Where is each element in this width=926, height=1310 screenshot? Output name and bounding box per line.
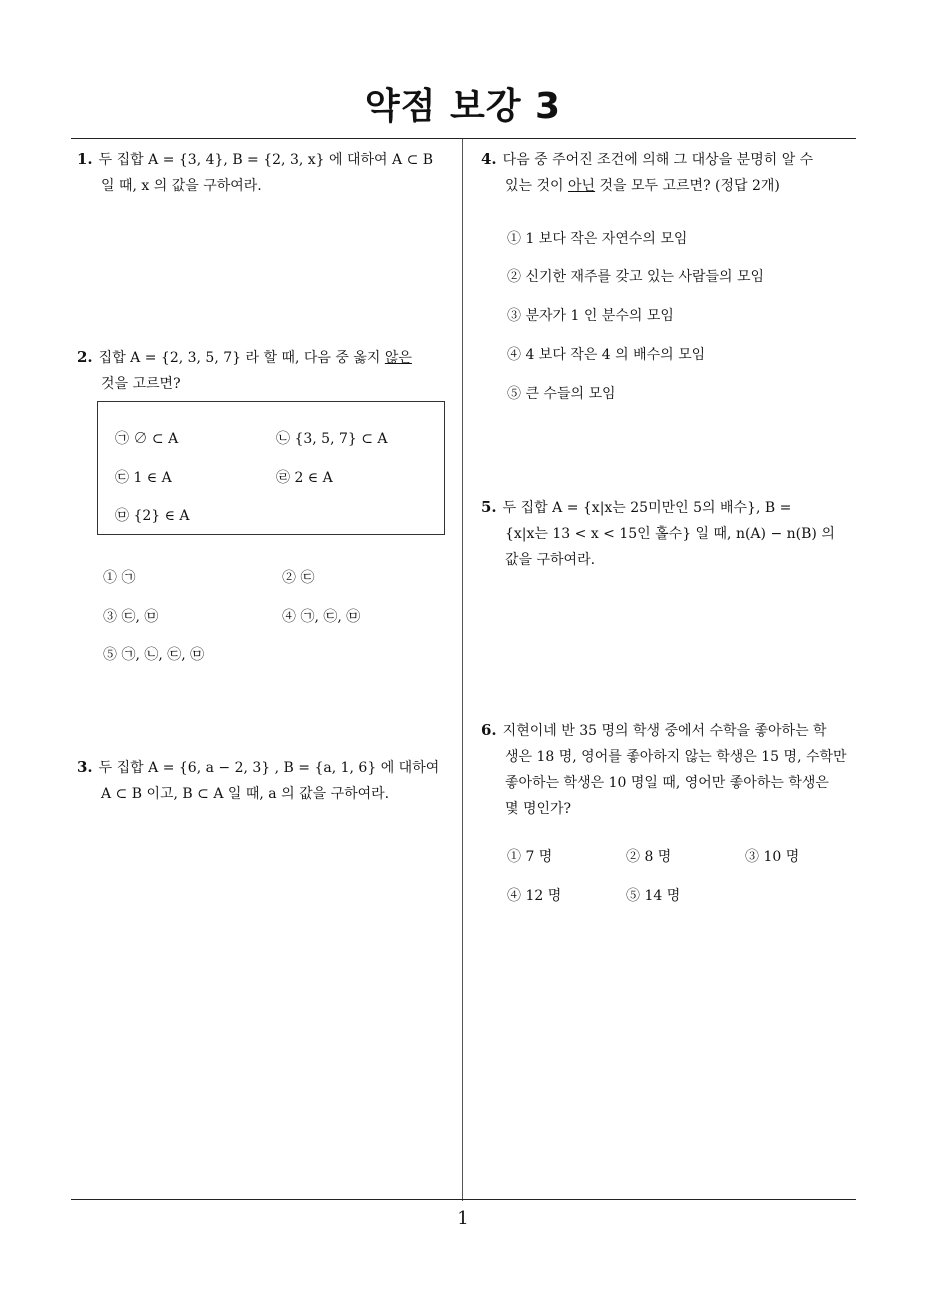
question-text: 좋아하는 학생은 10 명일 때, 영어만 좋아하는 학생은 xyxy=(505,775,829,791)
question-text: 생은 18 명, 영어를 좋아하지 않는 학생은 15 명, 수학만 xyxy=(505,749,847,765)
footer-rule xyxy=(71,1199,856,1200)
choice-item[interactable]: ② 8 명 xyxy=(626,849,672,865)
choice-item[interactable]: ⑤ 큰 수들의 모임 xyxy=(507,386,616,402)
choice-item[interactable]: ③ 10 명 xyxy=(745,849,800,865)
statement-item: ㉡ {3, 5, 7} ⊂ A xyxy=(276,431,388,447)
question-text: 다음 중 주어진 조건에 의해 그 대상을 분명히 알 수 xyxy=(502,152,814,168)
statement-item: ㉢ 1 ∈ A xyxy=(115,470,172,486)
question-text: 지현이네 반 35 명의 학생 중에서 수학을 좋아하는 학 xyxy=(502,723,827,739)
choice-item[interactable]: ⑤ 14 명 xyxy=(626,888,681,904)
question-3 xyxy=(77,754,439,807)
question-1 xyxy=(77,146,433,199)
question-5 xyxy=(481,494,835,573)
question-text: 일 때, x 의 값을 구하여라. xyxy=(101,178,262,194)
question-4 xyxy=(481,146,813,199)
statement-item: ㉤ {2} ∈ A xyxy=(115,508,190,524)
question-text: 집합 A = {2, 3, 5, 7} 라 할 때, 다음 중 옳지 xyxy=(98,350,385,366)
question-2 xyxy=(77,344,412,397)
choice-item[interactable]: ④ ㉠, ㉢, ㉤ xyxy=(282,609,361,625)
question-number: 2. xyxy=(77,348,93,366)
question-text: A ⊂ B 이고, B ⊂ A 일 때, a 의 값을 구하여라. xyxy=(101,786,390,802)
choice-item[interactable]: ④ 12 명 xyxy=(507,888,562,904)
question-text: 있는 것이 xyxy=(505,178,568,194)
choice-item[interactable]: ① ㉠ xyxy=(103,570,136,586)
page-number: 1 xyxy=(457,1208,469,1229)
question-text: 값을 구하여라. xyxy=(505,552,596,568)
underlined-word: 않은 xyxy=(384,350,412,366)
choice-item[interactable]: ① 7 명 xyxy=(507,849,553,865)
question-text: 것을 모두 고르면? (정답 2개) xyxy=(595,178,780,194)
page-title: 약점 보강 3 xyxy=(364,86,562,127)
question-6 xyxy=(481,717,847,822)
statement-item: ㉠ ∅ ⊂ A xyxy=(115,431,179,447)
question-text: 몇 명인가? xyxy=(505,801,572,817)
question-number: 6. xyxy=(481,721,497,739)
choice-item[interactable]: ⑤ ㉠, ㉡, ㉢, ㉤ xyxy=(103,647,205,663)
question-number: 4. xyxy=(481,150,497,168)
underlined-word: 아닌 xyxy=(568,178,596,194)
question-text: 두 집합 A = {x|x는 25미만인 5의 배수}, B = xyxy=(502,500,792,516)
header-rule xyxy=(71,138,856,139)
choice-item[interactable]: ② 신기한 재주를 갖고 있는 사람들의 모임 xyxy=(507,269,765,285)
choice-item[interactable]: ③ ㉢, ㉤ xyxy=(103,609,159,625)
column-divider xyxy=(462,139,463,1201)
question-text: 두 집합 A = {3, 4}, B = {2, 3, x} 에 대하여 A ⊂ B xyxy=(98,152,434,168)
choice-item[interactable]: ④ 4 보다 작은 4 의 배수의 모임 xyxy=(507,347,706,363)
question-text: {x|x는 13 < x < 15인 홀수} 일 때, n(A) − n(B) 의 xyxy=(505,526,835,542)
question-number: 1. xyxy=(77,150,93,168)
question-text: 것을 고르면? xyxy=(101,376,181,392)
choice-item[interactable]: ② ㉢ xyxy=(282,570,315,586)
question-text: 두 집합 A = {6, a − 2, 3} , B = {a, 1, 6} 에 대하여 xyxy=(98,760,440,776)
question-number: 5. xyxy=(481,498,497,516)
statement-item: ㉣ 2 ∈ A xyxy=(276,470,333,486)
choice-item[interactable]: ① 1 보다 작은 자연수의 모임 xyxy=(507,231,688,247)
question-number: 3. xyxy=(77,758,93,776)
choice-item[interactable]: ③ 분자가 1 인 분수의 모임 xyxy=(507,308,674,324)
